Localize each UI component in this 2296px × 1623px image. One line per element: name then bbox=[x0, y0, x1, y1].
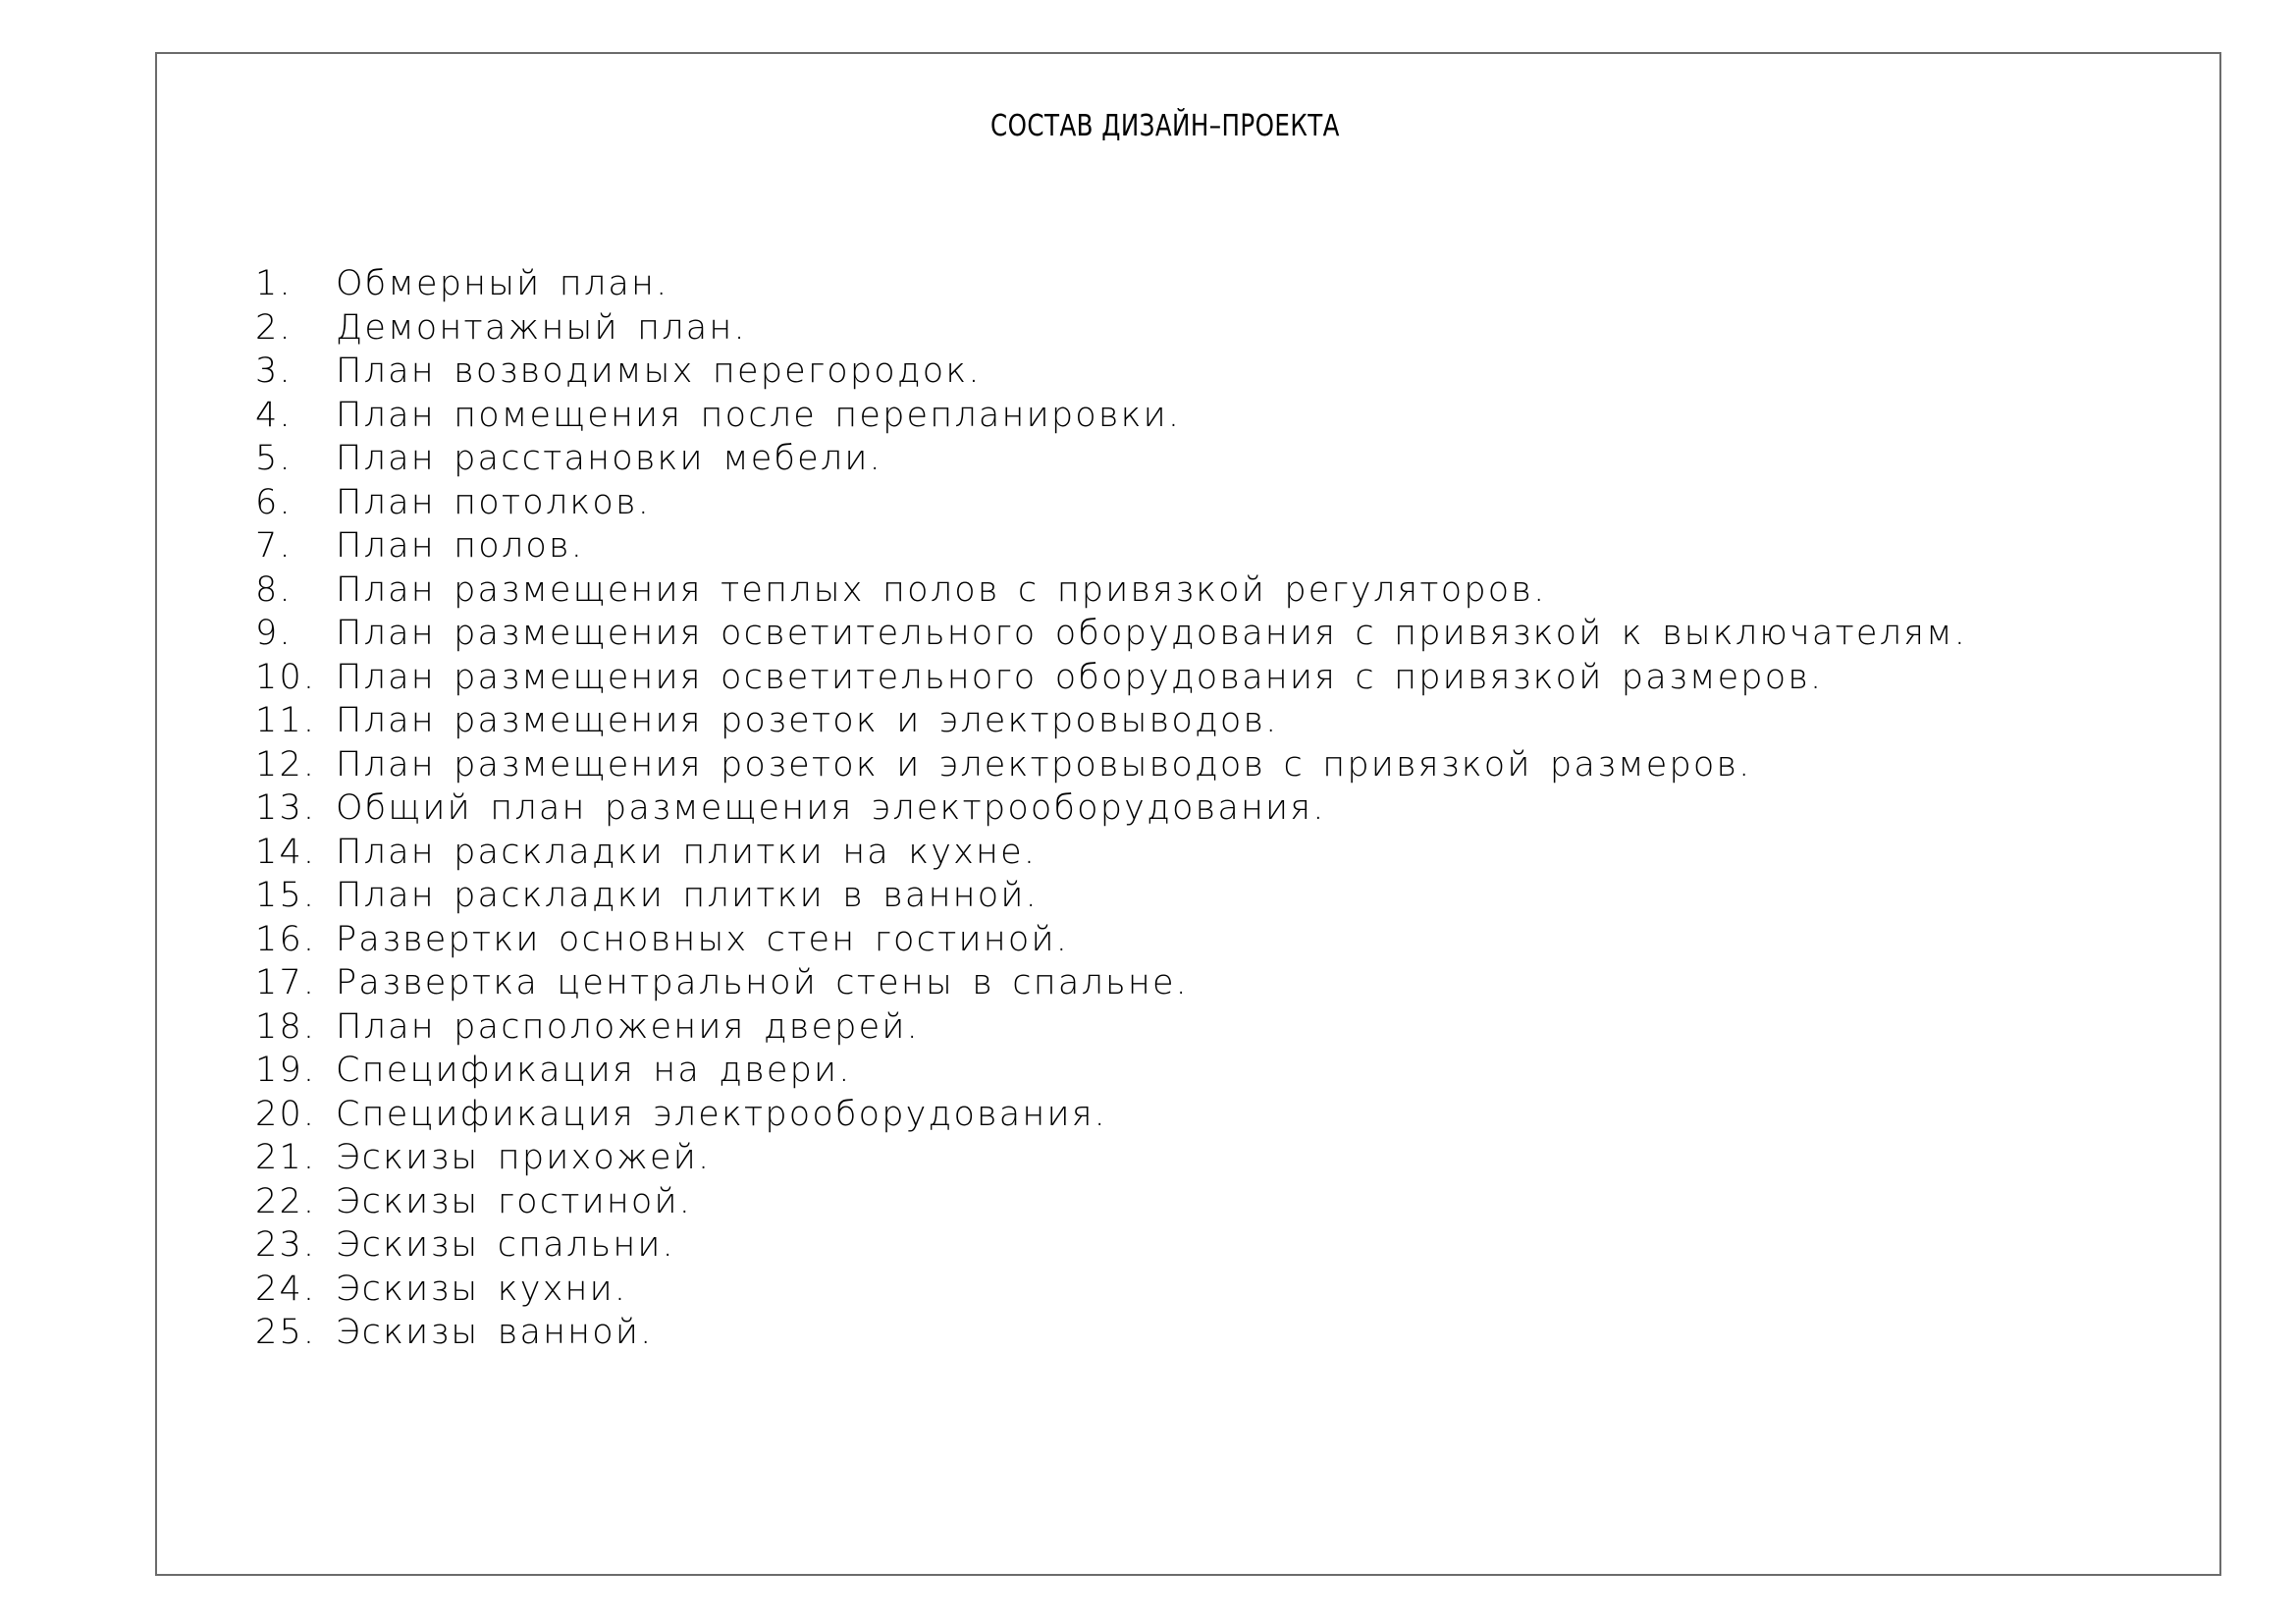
item-number: 1. bbox=[255, 264, 293, 304]
item-text: Эскизы спальни. bbox=[336, 1225, 675, 1266]
item-number: 11. bbox=[255, 701, 317, 741]
list-item bbox=[255, 612, 1967, 656]
item-text: Спецификация электрооборудования. bbox=[336, 1094, 1107, 1134]
item-number: 16. bbox=[255, 919, 317, 959]
list-item bbox=[255, 1136, 1967, 1180]
item-text: Обмерный план. bbox=[336, 264, 669, 304]
list-item bbox=[255, 1180, 1967, 1224]
item-text: План расположения дверей. bbox=[336, 1006, 920, 1047]
item-number: 13. bbox=[255, 788, 317, 829]
item-text: План раскладки плитки в ванной. bbox=[336, 876, 1039, 916]
item-number: 14. bbox=[255, 832, 317, 872]
list-item bbox=[255, 1005, 1967, 1050]
item-number: 18. bbox=[255, 1006, 317, 1047]
item-number: 21. bbox=[255, 1138, 317, 1178]
list-item bbox=[255, 437, 1967, 481]
item-text: Демонтажный план. bbox=[336, 307, 747, 348]
list-item bbox=[255, 1049, 1967, 1093]
list-item bbox=[255, 306, 1967, 351]
list-item bbox=[255, 394, 1967, 438]
item-number: 5. bbox=[255, 439, 293, 479]
item-text: План раскладки плитки на кухне. bbox=[336, 832, 1038, 872]
item-text: План размещения теплых полов с привязкой регуляторов. bbox=[336, 569, 1547, 610]
item-number: 4. bbox=[255, 395, 293, 435]
item-number: 24. bbox=[255, 1269, 317, 1309]
list-item bbox=[255, 874, 1967, 918]
item-number: 19. bbox=[255, 1051, 317, 1091]
item-number: 22. bbox=[255, 1181, 317, 1221]
sheet-frame bbox=[155, 52, 2221, 1576]
list-item bbox=[255, 918, 1967, 962]
list-item bbox=[255, 262, 1967, 306]
item-number: 3. bbox=[255, 352, 293, 392]
list-item bbox=[255, 524, 1967, 568]
item-number: 9. bbox=[255, 614, 293, 654]
item-text: План размещения розеток и электровыводов с привязкой размеров. bbox=[336, 744, 1752, 784]
item-number: 20. bbox=[255, 1094, 317, 1134]
item-number: 25. bbox=[255, 1313, 317, 1353]
item-text: Общий план размещения электрооборудования. bbox=[336, 788, 1326, 829]
item-number: 12. bbox=[255, 744, 317, 784]
item-text: Эскизы гостиной. bbox=[336, 1181, 693, 1221]
item-number: 2. bbox=[255, 307, 293, 348]
item-number: 17. bbox=[255, 963, 317, 1003]
list-item bbox=[255, 831, 1967, 875]
list-item bbox=[255, 1311, 1967, 1355]
list-item bbox=[255, 699, 1967, 743]
item-text: Эскизы прихожей. bbox=[336, 1138, 712, 1178]
item-text: План полов. bbox=[336, 526, 585, 567]
list-item bbox=[255, 481, 1967, 525]
item-text: План помещения после перепланировки. bbox=[336, 395, 1182, 435]
document-title: СОСТАВ ДИЗАЙН–ПРОЕКТА bbox=[990, 109, 1340, 143]
list-item bbox=[255, 961, 1967, 1005]
item-text: Эскизы кухни. bbox=[336, 1269, 628, 1309]
list-item bbox=[255, 1093, 1967, 1137]
item-text: Спецификация на двери. bbox=[336, 1051, 852, 1091]
item-number: 7. bbox=[255, 526, 293, 567]
list-item bbox=[255, 743, 1967, 787]
item-text: План размещения осветительного оборудования с привязкой размеров. bbox=[336, 657, 1824, 697]
item-text: Эскизы ванной. bbox=[336, 1313, 654, 1353]
list-item bbox=[255, 568, 1967, 613]
list-item bbox=[255, 1223, 1967, 1268]
item-number: 10. bbox=[255, 657, 317, 697]
item-text: План размещения осветительного оборудования с привязкой к выключателям. bbox=[336, 614, 1968, 654]
item-number: 23. bbox=[255, 1225, 317, 1266]
item-text: План потолков. bbox=[336, 482, 652, 522]
contents-list bbox=[255, 262, 1967, 1355]
list-item bbox=[255, 1268, 1967, 1312]
item-text: План расстановки мебели. bbox=[336, 439, 882, 479]
item-text: План размещения розеток и электровыводов. bbox=[336, 701, 1279, 741]
item-text: Развертка центральной стены в спальне. bbox=[336, 963, 1190, 1003]
list-item bbox=[255, 786, 1967, 831]
list-item bbox=[255, 350, 1967, 394]
item-number: 15. bbox=[255, 876, 317, 916]
item-text: План возводимых перегородок. bbox=[336, 352, 982, 392]
item-text: Развертки основных стен гостиной. bbox=[336, 919, 1070, 959]
list-item bbox=[255, 656, 1967, 700]
item-number: 8. bbox=[255, 569, 293, 610]
item-number: 6. bbox=[255, 482, 293, 522]
